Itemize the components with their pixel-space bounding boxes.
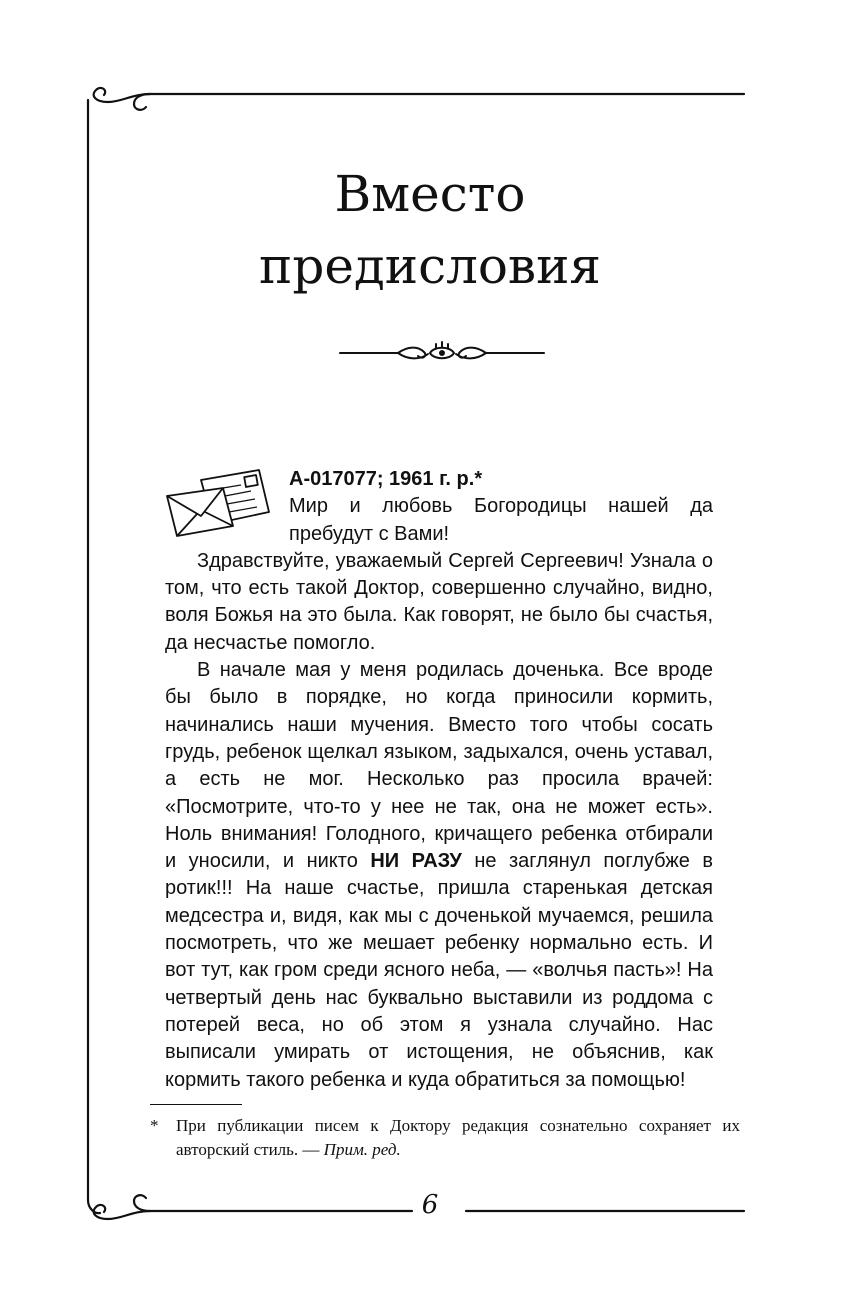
title-line-2: предисловия <box>259 237 601 295</box>
title-line-1: Вместо <box>334 165 526 223</box>
emphasis-text: НИ РАЗУ <box>370 850 462 873</box>
footnote-text: При публикации писем к Доктору редакция сознательно сохраняет их авторский стиль. — Прим. ред. <box>176 1116 740 1159</box>
letter-paragraph-1: Здравствуйте, уважаемый Сергей Сергеевич! Узнала о том, что есть такой Доктор, совершенно случайно, видно, воля Божья на это была. Как говорят, не было бы счастья, да несчастье помогло. <box>165 549 713 654</box>
letter-id: А-017077; 1961 г. р.* <box>289 468 483 490</box>
footnote-mark: * <box>150 1116 159 1135</box>
footnote <box>150 1114 740 1162</box>
letter-body <box>165 466 713 1094</box>
letter-paragraph-2: В начале мая у меня родилась доченька. Все вроде бы было в порядке, но когда приносили кормить, начинались наши мучения. Вместо того чтобы сосать грудь, ребенок щелкал языком, задыхался, очень уставал, а есть не мог. Несколько раз просила врачей: «Посмотрите, что-то у нее не так, она не может есть». Ноль внимания! Голодного, кричащего ребенка отбирали и уносили, и никто НИ РАЗУ не заглянул поглубже в ротик!!! На наше счастье, пришла старенькая детская медсестра и, видя, как мы с доченькой мучаемся, решила посмотреть, что же мешает ребенку нормально есть. И вот тут, как гром среди ясного неба, — «волчья пасть»! На четвертый день нас буквально выставили из роддома с потерей веса, но об этом я узнала случайно. Нас выписали умирать от истощения, не объяснив, как кормить такого ребенка и куда обратиться за помощью! <box>165 659 713 1091</box>
page-number: 6 <box>421 1190 439 1220</box>
ornamental-divider-icon <box>338 340 546 366</box>
page-title <box>150 158 710 302</box>
footnote-rule <box>150 1104 242 1105</box>
envelope-postcard-icon <box>163 466 275 538</box>
footnote-note: Прим. ред. <box>323 1140 401 1159</box>
letter-greeting: Мир и любовь Богородицы нашей да пребудут с Вами! <box>289 495 713 545</box>
